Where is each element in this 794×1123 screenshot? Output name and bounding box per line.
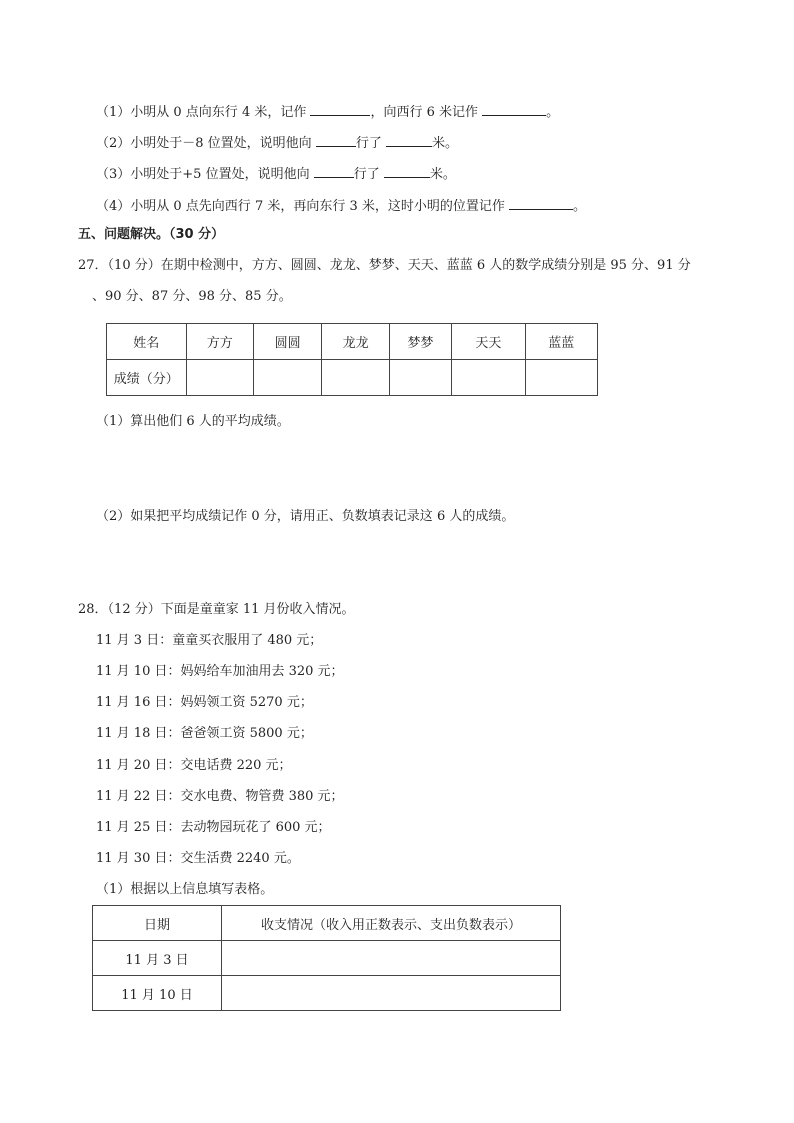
q26-p1-text-a: （1）小明从 0 点向东行 4 米，记作: [96, 105, 311, 120]
table-row: [107, 360, 598, 396]
table-header-cell: 收支情况（收入用正数表示、支出负数表示）: [222, 906, 561, 941]
q27-score-table: [106, 323, 598, 396]
score-input-cell[interactable]: [253, 360, 321, 396]
score-input-cell[interactable]: [389, 360, 451, 396]
q28-stem: 28．（12 分）下面是童童家 11 月份收入情况。: [78, 602, 355, 617]
table-header-cell: 龙龙: [322, 324, 389, 360]
q27-stem-line-1: 27．（10 分）在期中检测中，方方、圆圆、龙龙、梦梦、天天、蓝蓝 6 人的数学成绩分别是 95 分、91 分: [78, 258, 691, 273]
score-input-cell[interactable]: [322, 360, 389, 396]
q27-stem-line-2: 、90 分、87 分、98 分、85 分。: [92, 289, 292, 304]
table-header-cell: 天天: [452, 324, 525, 360]
q26-p3-text-c: 米。: [429, 167, 456, 182]
score-input-cell[interactable]: [452, 360, 525, 396]
answer-blank[interactable]: [482, 101, 546, 116]
list-item: 11 月 20 日：交电话费 220 元；: [96, 758, 292, 773]
q26-p4-text-b: 。: [573, 199, 587, 214]
table-header-row: [107, 324, 598, 360]
table-header-row: [93, 906, 561, 941]
table-header-cell: 梦梦: [389, 324, 451, 360]
q26-p3-text-a: （3）小明处于+5 位置处，说明他向: [96, 167, 314, 182]
date-cell: 11 月 3 日: [93, 941, 222, 976]
table-row-label: 成绩（分）: [107, 360, 187, 396]
list-item: 11 月 22 日：交水电费、物管费 380 元；: [96, 789, 344, 804]
q26-p4-text-a: （4）小明从 0 点先向西行 7 米，再向东行 3 米，这时小明的位置记作: [96, 199, 510, 214]
answer-blank[interactable]: [310, 101, 370, 116]
table-header-cell: 方方: [186, 324, 253, 360]
q26-p3-text-b: 行了: [353, 167, 384, 182]
q26-p1-text-b: ，向西行 6 米记作: [370, 105, 483, 120]
q26-p2-text-c: 米。: [431, 136, 458, 151]
list-item: 11 月 25 日：去动物园玩花了 600 元；: [96, 820, 331, 835]
section-heading: 五、问题解决。（30 分）: [78, 227, 225, 242]
answer-blank[interactable]: [314, 163, 354, 178]
list-item: 11 月 30 日：交生活费 2240 元。: [96, 851, 300, 866]
q28-sub-question-1: （1）根据以上信息填写表格。: [96, 882, 274, 897]
table-header-cell: 姓名: [107, 324, 187, 360]
q26-part-3: [96, 163, 456, 184]
q28-income-table: [92, 905, 561, 1011]
amount-input-cell[interactable]: [222, 976, 561, 1011]
table-header-cell: 日期: [93, 906, 222, 941]
q26-part-2: [96, 132, 458, 153]
q26-p2-text-b: 行了: [355, 136, 386, 151]
score-input-cell[interactable]: [186, 360, 253, 396]
list-item: 11 月 16 日：妈妈领工资 5270 元；: [96, 695, 313, 710]
q27-sub-question-1: （1）算出他们 6 人的平均成绩。: [96, 414, 290, 429]
answer-blank[interactable]: [384, 163, 430, 178]
table-row: [93, 941, 561, 976]
score-input-cell[interactable]: [525, 360, 597, 396]
list-item: 11 月 18 日：爸爸领工资 5800 元；: [96, 726, 313, 741]
q26-p2-text-a: （2）小明处于－8 位置处，说明他向: [96, 136, 316, 151]
answer-blank[interactable]: [316, 132, 356, 147]
table-row: [93, 976, 561, 1011]
amount-input-cell[interactable]: [222, 941, 561, 976]
table-header-cell: 蓝蓝: [525, 324, 597, 360]
list-item: 11 月 10 日：妈妈给车加油用去 320 元；: [96, 664, 344, 679]
q26-part-1: [96, 101, 559, 122]
date-cell: 11 月 10 日: [93, 976, 222, 1011]
table-header-cell: 圆圆: [253, 324, 321, 360]
answer-blank[interactable]: [509, 195, 573, 210]
q26-part-4: [96, 195, 586, 216]
answer-blank[interactable]: [386, 132, 432, 147]
q27-sub-question-2: （2）如果把平均成绩记作 0 分，请用正、负数填表记录这 6 人的成绩。: [96, 509, 515, 524]
list-item: 11 月 3 日：童童买衣服用了 480 元；: [96, 633, 323, 648]
q26-p1-text-c: 。: [546, 105, 560, 120]
